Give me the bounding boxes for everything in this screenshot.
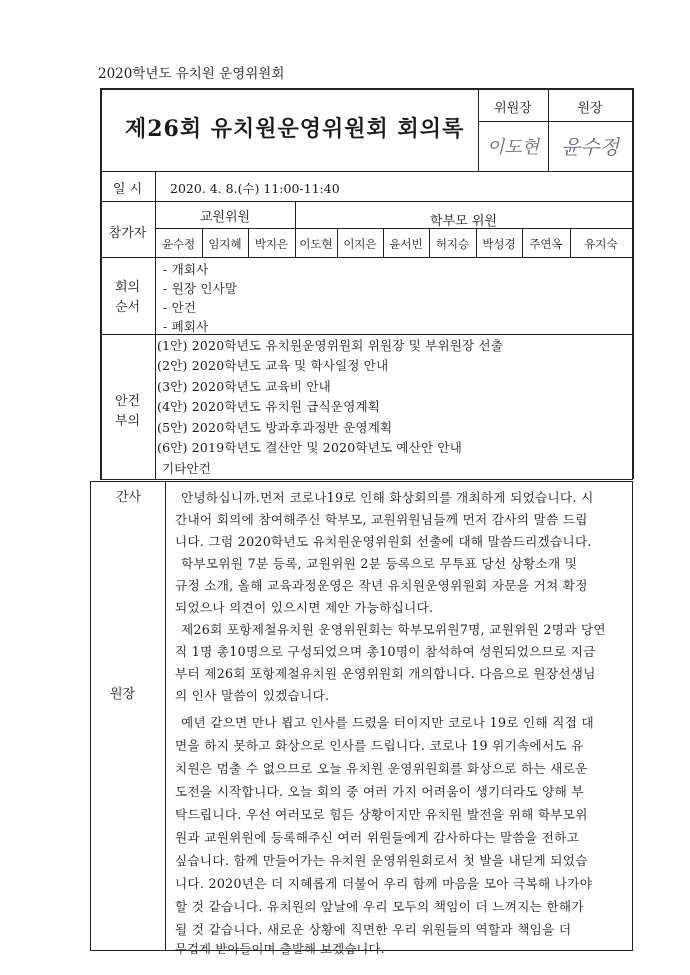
secretary-speaker-label: 간사: [116, 490, 142, 505]
parent-name: 이지은: [343, 237, 377, 251]
agenda-item: (6안) 2019학년도 결산안 및 2020학년도 예산안 안내: [157, 440, 462, 455]
date-label: 일 시: [112, 182, 143, 197]
secretary-text-line: 학부모위원 7분 등록, 교원위원 2분 등록으로 무투표 당선 상황소개 및: [181, 556, 578, 571]
teacher-name: 임지혜: [208, 237, 242, 251]
secretary-text-line: 부터 제26회 포항제철유치원 운영위원회 개의합니다. 다음으로 원장선생님: [175, 666, 596, 681]
order-item: - 원장 인사말: [163, 281, 238, 296]
chair-signature: 이도현: [486, 137, 540, 158]
order-label: 회의: [114, 280, 141, 295]
agenda-label: 안건: [114, 394, 141, 409]
director-text-line: 도전을 시작합니다. 오늘 회의 중 여러 가지 어려움이 생기더라도 양해 부: [175, 784, 584, 799]
parent-name: 허지승: [435, 237, 470, 251]
parent-name: 유지숙: [584, 237, 618, 251]
director-text-line: 니다. 2020년은 더 지혜롭게 더불어 우리 함께 마음을 모아 극복해 나가야: [175, 876, 593, 891]
teacher-name: 윤수정: [161, 237, 196, 251]
director-text-line: 탁드립니다. 우선 여러모로 힘든 상황이지만 유치원 발전을 위해 학부모위: [175, 807, 588, 822]
director-speaker-label: 원장: [110, 687, 136, 702]
order-item: - 폐회사: [163, 319, 209, 334]
teacher-group-label: 교원위원: [199, 210, 251, 225]
teacher-name: 박지은: [254, 237, 289, 251]
parent-name: 주연옥: [529, 237, 563, 251]
director-text-line: 원과 교원위원에 등록해주신 여러 위원들에게 감사하다는 말씀을 전하고: [175, 830, 580, 845]
agenda-label: 부의: [114, 414, 141, 429]
director-text-line: 면을 하지 못하고 화상으로 인사를 드립니다. 코로나 19 위기속에서도 유: [175, 738, 584, 753]
director-text-line: 될 것 같습니다. 새로운 상황에 직면한 우리 위원들의 역할과 책임을 더: [175, 922, 572, 937]
parent-name: 이도현: [299, 237, 333, 251]
agenda-item: (1안) 2020학년도 유치원운영위원회 위원장 및 부위원장 선출: [157, 338, 504, 353]
secretary-text-line: 규정 소개, 올해 교육과정운영은 작년 유치원운영위원회 자문을 거쳐 확정: [175, 578, 588, 593]
agenda-item: (4안) 2020학년도 유치원 급식운영계획: [157, 399, 381, 414]
secretary-text-line: 제26회 포항제철유치원 운영위원회는 학부모위원7명, 교원위원 2명과 당연: [181, 622, 606, 637]
date-value: 2020. 4. 8.(수) 11:00-11:40: [170, 181, 340, 196]
order-item: - 안건: [163, 300, 197, 315]
director-text-line: 무겁게 받아들이며 출발해 보겠습니다.: [175, 942, 385, 956]
order-item: - 개회사: [163, 262, 209, 277]
director-signature: 윤수정: [561, 135, 619, 159]
participants-label: 참가자: [108, 226, 147, 241]
agenda-item: (5안) 2020학년도 방과후과정반 운영계획: [157, 420, 393, 435]
director-text-line: 싶습니다. 함께 만들어가는 유치원 운영위원회로서 첫 발을 내딛게 되었습: [175, 853, 588, 868]
director-text-line: 예년 같으면 만나 뵙고 인사를 드렸을 터이지만 코로나 19로 인해 직접 대: [181, 715, 594, 730]
director-text-line: 치원은 멈출 수 없으므로 오늘 유치원 운영위원회를 화상으로 하는 새로운: [175, 761, 588, 776]
secretary-text-line: 되었으나 의견이 있으시면 제안 가능하십니다.: [175, 600, 434, 615]
document-title: 제26회 유치원운영위원회 회의록: [125, 116, 465, 142]
agenda-item: (2안) 2020학년도 교육 및 학사일정 안내: [157, 358, 389, 373]
secretary-text-line: 직 1명 총10명으로 구성되었으며 총10명이 참석하여 성원되었으므로 지금: [175, 644, 596, 659]
agenda-item: (3안) 2020학년도 교육비 안내: [157, 379, 331, 394]
secretary-text-line: 간내어 회의에 참여해주신 학부모, 교원위원님들께 먼저 감사의 말씀 드립: [175, 512, 588, 527]
secretary-text-line: 안녕하십니까.먼저 코로나19로 인해 화상회의를 개최하게 되었습니다. 시: [181, 490, 594, 505]
secretary-text-line: 니다. 그럼 2020학년도 유치원운영위원회 선출에 대해 말씀드리겠습니다.: [175, 534, 592, 549]
parent-name: 윤서빈: [389, 237, 423, 251]
director-text-line: 할 것 같습니다. 유치원의 앞날에 우리 모두의 책임이 더 느껴지는 한해가: [175, 899, 584, 914]
parent-group-label: 학부모 위원: [430, 214, 497, 229]
parent-name: 박성경: [482, 237, 516, 251]
chair-label: 위원장: [494, 101, 532, 116]
director-label: 원장: [577, 101, 603, 116]
secretary-text-line: 의 인사 말씀이 있겠습니다.: [175, 688, 330, 703]
agenda-item: 기타안건: [162, 461, 212, 476]
order-label: 순서: [114, 300, 141, 315]
organization-header: 2020학년도 유치원 운영위원회: [98, 66, 285, 82]
